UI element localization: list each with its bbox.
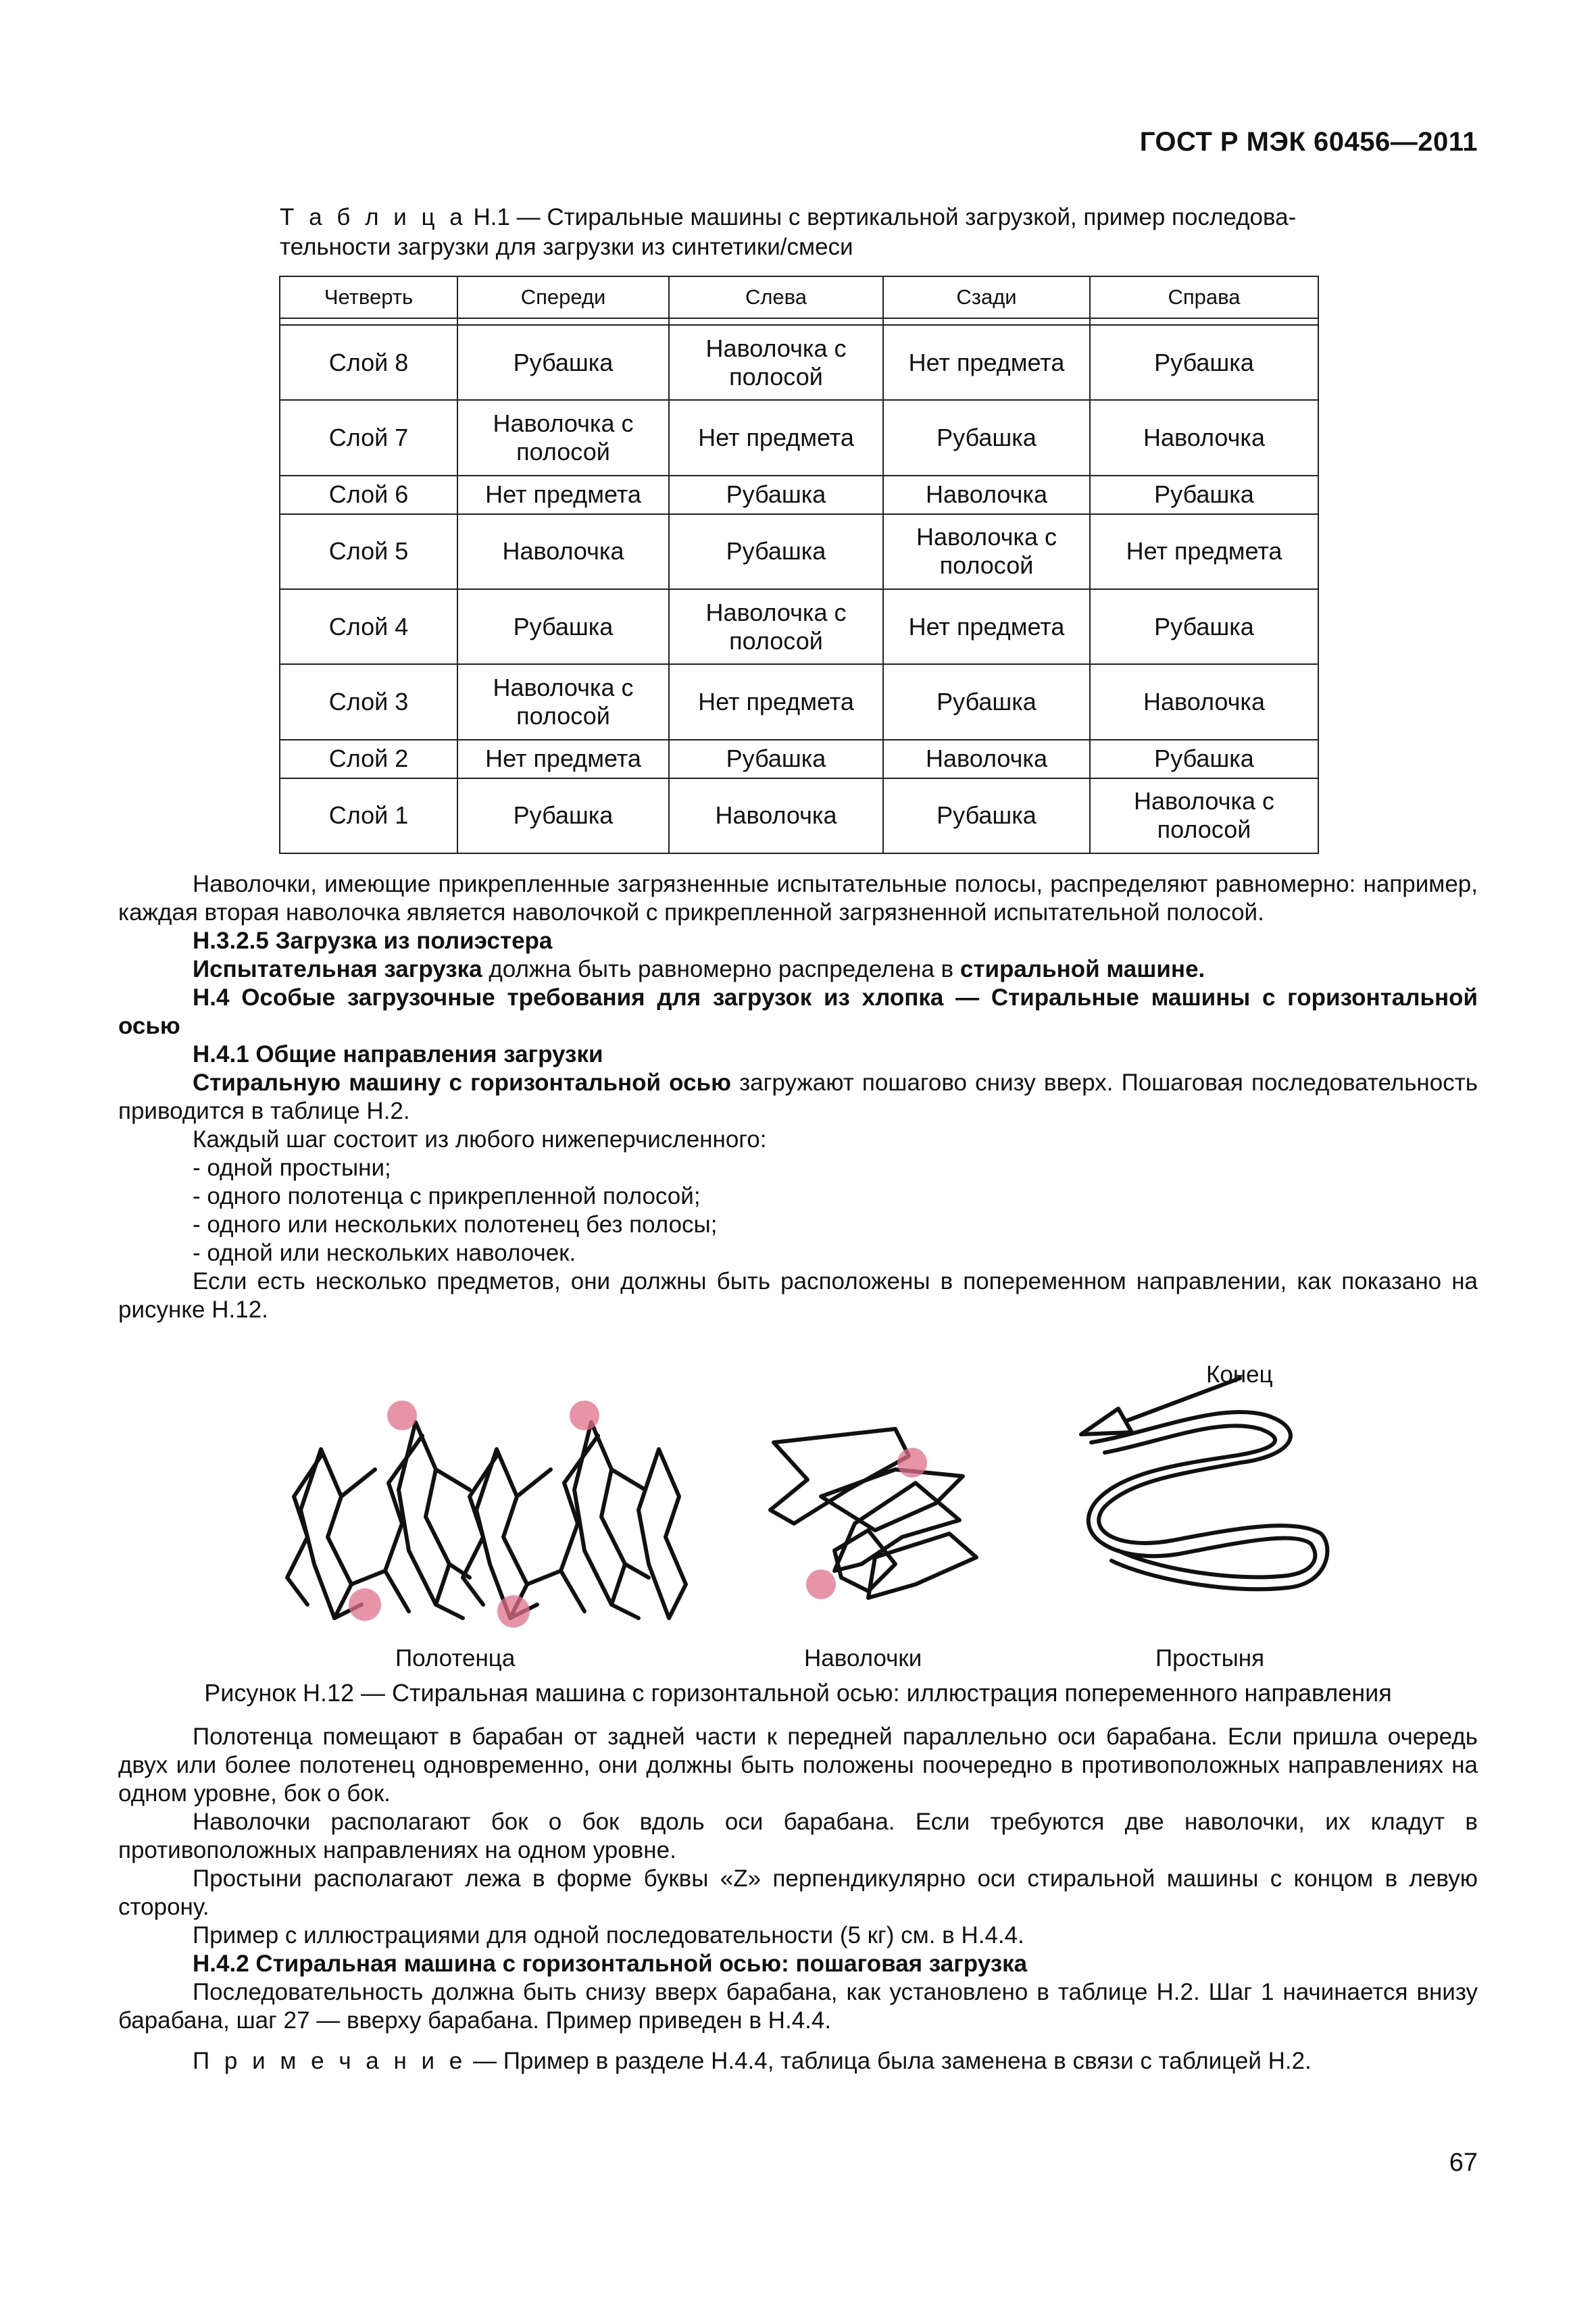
table-cell: Наволочка с полосой <box>457 664 669 739</box>
test-strip-mark <box>570 1401 599 1430</box>
layer-cell: Слой 5 <box>280 514 457 589</box>
test-strip-mark <box>387 1401 417 1430</box>
table-cell: Нет предмета <box>1090 514 1318 589</box>
table-cell: Рубашка <box>1090 589 1318 664</box>
towels-drawing <box>287 1422 686 1618</box>
table-cell: Рубашка <box>457 325 669 400</box>
table-cell: Рубашка <box>669 740 883 778</box>
table-header-cell: Спереди <box>457 276 669 318</box>
note <box>118 2047 1478 2076</box>
table-cell: Наволочка <box>883 740 1090 778</box>
layer-cell: Слой 1 <box>280 778 457 853</box>
label-sheet: Простыня <box>1155 1645 1265 1671</box>
note-label: П р и м е ч а н и е <box>193 2048 467 2074</box>
table-header-cell: Четверть <box>280 276 457 318</box>
figure-illustration <box>118 1361 1478 1679</box>
paragraph: Полотенца помещают в барабан от задней части к передней параллельно оси барабана. Если пришла очередь двух или более полотенец одновременно, они должны быть положены поочередно в противоположных направлениях на одном уровне, бок о бок. <box>118 1724 1478 1807</box>
table-cell: Наволочка с полосой <box>669 325 883 400</box>
table-row <box>280 664 1318 739</box>
table-caption-text: Н.1 — Стиральные машины с вертикальной загрузкой, пример последова-тельности загрузки для загрузки из синтетики/смеси <box>280 204 1297 260</box>
page-number: 67 <box>1449 2148 1478 2177</box>
paragraph-text: загружают пошагово снизу вверх. Пошаговая последовательность приводится в таблице Н.2. <box>118 1070 1478 1124</box>
bold-term: стиральной машине. <box>959 956 1205 982</box>
table-row <box>280 476 1318 514</box>
layer-cell: Слой 8 <box>280 325 457 400</box>
table-cell: Рубашка <box>669 514 883 589</box>
table-header-cell: Сзади <box>883 276 1090 318</box>
table-caption-prefix: Т а б л и ц а <box>280 204 467 230</box>
layer-cell: Слой 7 <box>280 400 457 475</box>
table-cell: Наволочка с полосой <box>1090 778 1318 853</box>
bold-term: Стиральную машину с горизонтальной осью <box>193 1070 731 1096</box>
paragraph: Наволочки, имеющие прикрепленные загрязненные испытательные полосы, распределяют равномерно: например, каждая вторая наволочка является наволочкой с прикрепленной загрязненной испытательной полосой. <box>118 871 1478 926</box>
table-cell: Рубашка <box>883 664 1090 739</box>
table-cell: Нет предмета <box>669 664 883 739</box>
table-row <box>280 778 1318 853</box>
paragraph: Пример с иллюстрациями для одной последовательности (5 кг) см. в Н.4.4. <box>193 1922 1024 1948</box>
list-item: - одного полотенца с прикрепленной полосой; <box>193 1183 701 1209</box>
section-heading-h42: Н.4.2 Стиральная машина с горизонтальной осью: пошаговая загрузка <box>193 1951 1028 1977</box>
table-cell: Рубашка <box>457 589 669 664</box>
table-cell: Наволочка с полосой <box>669 589 883 664</box>
table-header-row <box>280 276 1318 318</box>
paragraph <box>118 955 1478 984</box>
table-cell: Наволочка <box>669 778 883 853</box>
table-cell: Наволочка с полосой <box>457 400 669 475</box>
table-cell: Нет предмета <box>457 740 669 778</box>
table-caption <box>280 203 1320 262</box>
table-row <box>280 514 1318 589</box>
table-cell: Наволочка <box>883 476 1090 514</box>
paragraph: Последовательность должна быть снизу вверх барабана, как установлено в таблице Н.2. Шаг 1 начинается внизу барабана, шаг 27 — вверху барабана. Пример приведен в Н.4.4. <box>118 1979 1478 2034</box>
table-cell: Рубашка <box>669 476 883 514</box>
table-cell: Рубашка <box>1090 476 1318 514</box>
label-end: Конец <box>1206 1361 1273 1388</box>
table-row <box>280 400 1318 475</box>
figure-h12 <box>118 1361 1478 1679</box>
sheet-drawing <box>1089 1412 1328 1589</box>
table-cell: Нет предмета <box>883 589 1090 664</box>
pillowcases-drawing <box>770 1429 976 1598</box>
section-heading-h4: Н.4 Особые загрузочные требования для загрузок из хлопка — Стиральные машины с горизонтальной осью <box>118 984 1478 1039</box>
document-id-header: ГОСТ Р МЭК 60456—2011 <box>1139 127 1478 157</box>
paragraph <box>118 1069 1478 1126</box>
table-cell: Наволочка с полосой <box>883 514 1090 589</box>
layer-cell: Слой 6 <box>280 476 457 514</box>
table-header-cell: Слева <box>669 276 883 318</box>
table-row <box>280 740 1318 778</box>
table-cell: Наволочка <box>1090 664 1318 739</box>
test-strip-mark <box>497 1595 530 1628</box>
table-row <box>280 589 1318 664</box>
body-text-section-1 <box>118 870 1478 1324</box>
table-cell: Нет предмета <box>883 325 1090 400</box>
list-item: - одного или нескольких полотенец без полосы; <box>193 1211 718 1238</box>
table-cell: Наволочка <box>1090 400 1318 475</box>
table-cell: Рубашка <box>457 778 669 853</box>
test-strip-mark <box>897 1448 927 1478</box>
table-cell: Рубашка <box>1090 740 1318 778</box>
table-header-separator <box>280 318 1318 325</box>
bold-term: Испытательная загрузка <box>193 956 482 982</box>
table-row <box>280 325 1318 400</box>
paragraph: Наволочки располагают бок о бок вдоль оси барабана. Если требуются две наволочки, их кладут в противоположных направлениях на одном уровне. <box>118 1809 1478 1863</box>
paragraph-text: должна быть равномерно распределена в <box>482 956 960 982</box>
note-text: — Пример в разделе Н.4.4, таблица была заменена в связи с таблицей Н.2. <box>466 2048 1312 2074</box>
table-header-cell: Справа <box>1090 276 1318 318</box>
layer-cell: Слой 4 <box>280 589 457 664</box>
section-heading-h325: Н.3.2.5 Загрузка из полиэстера <box>193 928 553 954</box>
test-strip-mark <box>806 1569 836 1599</box>
table-cell: Нет предмета <box>669 400 883 475</box>
list-item: - одной или нескольких наволочек. <box>193 1240 576 1266</box>
figure-caption: Рисунок Н.12 — Стиральная машина с горизонтальной осью: иллюстрация попеременного направления <box>204 1679 1392 1707</box>
table-cell: Наволочка <box>457 514 669 589</box>
label-towels: Полотенца <box>395 1645 516 1671</box>
label-pillowcases: Наволочки <box>804 1645 922 1671</box>
loading-sequence-table <box>279 276 1319 854</box>
test-strip-mark <box>349 1588 381 1621</box>
paragraph: Если есть несколько предметов, они должны быть расположены в попеременном направлении, как показано на рисунке Н.12. <box>118 1268 1478 1323</box>
table-cell: Нет предмета <box>457 476 669 514</box>
table-cell: Рубашка <box>883 400 1090 475</box>
body-text-section-2 <box>118 1723 1478 2076</box>
table-cell: Рубашка <box>1090 325 1318 400</box>
paragraph: Простыни располагают лежа в форме буквы «Z» перпендикулярно оси стиральной машины с концом в левую сторону. <box>118 1865 1478 1920</box>
section-heading-h41: Н.4.1 Общие направления загрузки <box>193 1041 603 1067</box>
layer-cell: Слой 3 <box>280 664 457 739</box>
list-item: - одной простыни; <box>193 1155 391 1181</box>
paragraph: Каждый шаг состоит из любого нижеперчисленного: <box>193 1126 767 1153</box>
table-cell: Рубашка <box>883 778 1090 853</box>
layer-cell: Слой 2 <box>280 740 457 778</box>
